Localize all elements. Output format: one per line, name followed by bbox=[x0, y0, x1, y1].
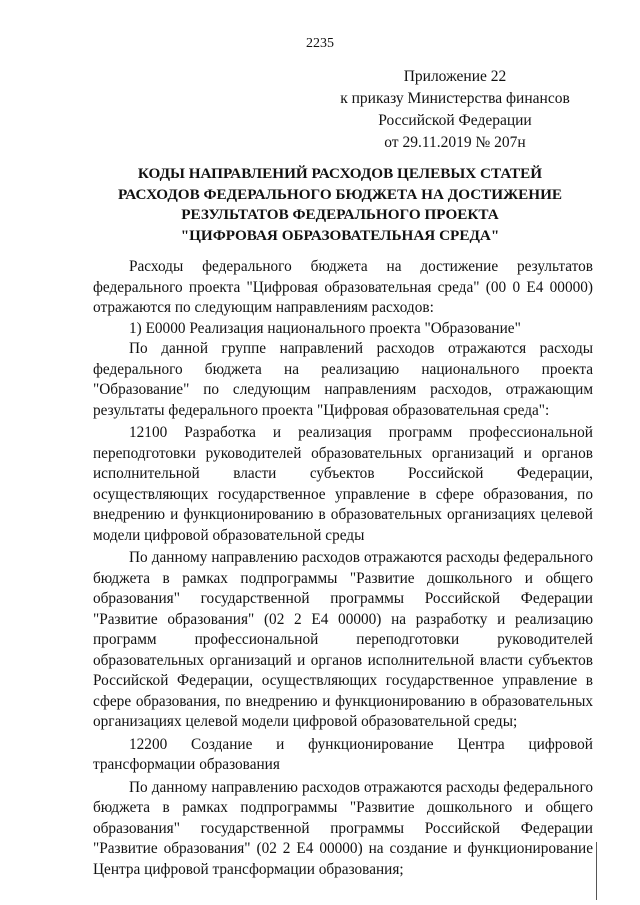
page-number: 2235 bbox=[306, 36, 334, 51]
code-12200-description-paragraph: По данному направлению расходов отражаются расходы федерального бюджета в рамках подпрограммы "Развитие дошкольного и общего образования" государственной программы Российской Федерации "Развитие образования" (02 2 Е4 00000) на создание и функционирование Центра цифровой трансформации образования; bbox=[93, 778, 593, 878]
intro-paragraph: Расходы федерального бюджета на достижение результатов федерального проекта "Цифровая образовательная среда" (00 0 Е4 00000) отражаются по следующим направлениям расходов: bbox=[93, 258, 593, 316]
title-line: КОДЫ НАПРАВЛЕНИЙ РАСХОДОВ ЦЕЛЕВЫХ СТАТЕЙ bbox=[137, 165, 543, 182]
document-title bbox=[90, 164, 590, 246]
title-line: РЕЗУЛЬТАТОВ ФЕДЕРАЛЬНОГО ПРОЕКТА bbox=[181, 206, 499, 223]
margin-mark bbox=[596, 842, 597, 900]
title-line: "ЦИФРОВАЯ ОБРАЗОВАТЕЛЬНАЯ СРЕДА" bbox=[180, 226, 500, 244]
appendix-line: Приложение 22 bbox=[403, 68, 507, 85]
appendix-block bbox=[330, 66, 580, 154]
code-12100-paragraph: 12100 Разработка и реализация программ профессиональной переподготовки руководителей образовательных организаций и органов исполнительной власти субъектов Российской Федерации, осуществляющих государственное управление в сфере образования, по внедрению и функционированию в образовательных организациях целевой модели цифровой образовательной среды bbox=[93, 424, 593, 544]
appendix-line: к приказу Министерства финансов bbox=[340, 90, 570, 107]
group-heading-paragraph: 1) Е0000 Реализация национального проекта "Образование" bbox=[129, 319, 521, 337]
title-line: РАСХОДОВ ФЕДЕРАЛЬНОГО БЮДЖЕТА НА ДОСТИЖЕНИЕ bbox=[117, 185, 563, 203]
code-12100-description-paragraph: По данному направлению расходов отражаются расходы федерального бюджета в рамках подпрограммы "Развитие дошкольного и общего образования" государственной программы Российской Федерации "Развитие образования" (02 2 Е4 00000) на разработку и реализацию программ профессиональной переподготовки руководителей образовательных организаций и органов исполнительной власти субъектов Российской Федерации, осуществляющих государственное управление в сфере образования, по внедрению и функционированию в образовательных организациях целевой модели цифровой образовательной среды; bbox=[93, 549, 593, 730]
document-body bbox=[93, 257, 593, 880]
appendix-line: от 29.11.2019 № 207н bbox=[384, 134, 526, 151]
group-description-paragraph: По данной группе направлений расходов отражаются расходы федерального бюджета на реализацию национального проекта "Образование" по следующим направлениям расходов, отражающим результаты федерального проекта "Цифровая образовательная среда": bbox=[93, 340, 593, 419]
appendix-line: Российской Федерации bbox=[378, 112, 532, 129]
code-12200-paragraph: 12200 Создание и функционирование Центра цифровой трансформации образования bbox=[93, 735, 593, 773]
